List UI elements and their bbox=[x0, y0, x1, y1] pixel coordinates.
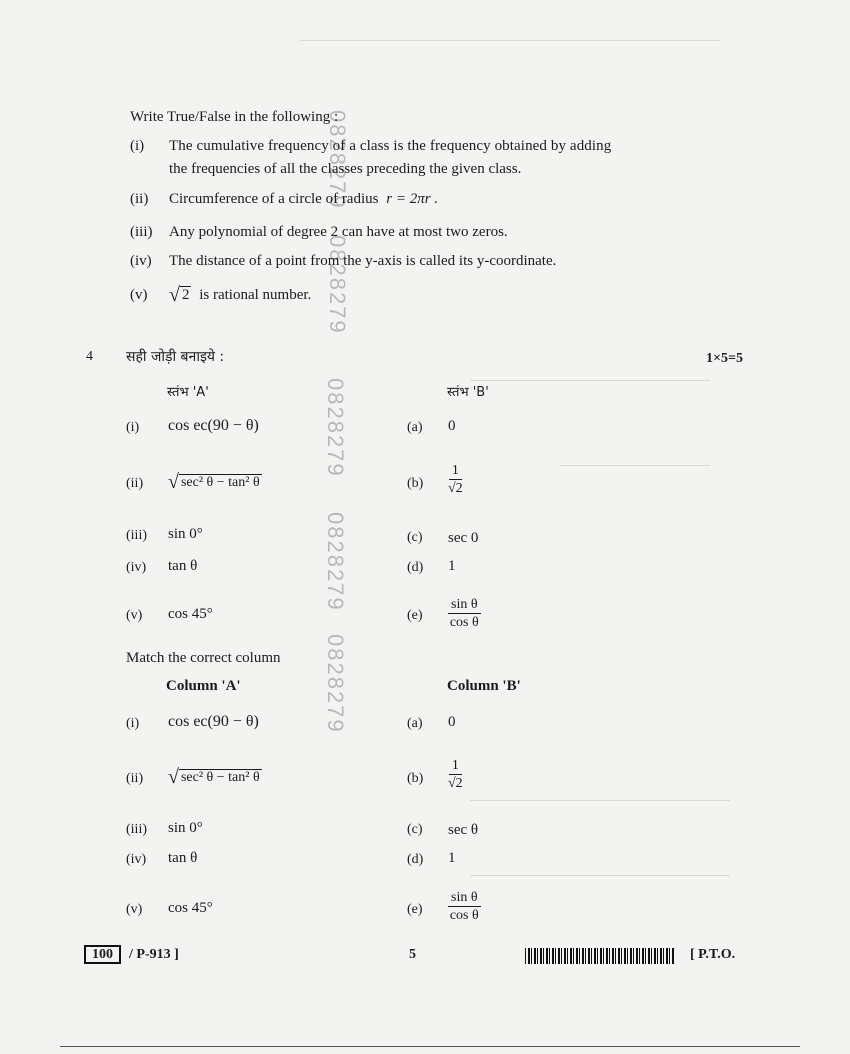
watermark-code: 0828279 bbox=[325, 235, 350, 335]
col-a-num: (i) bbox=[126, 420, 140, 435]
watermark-code: 0828279 bbox=[323, 634, 348, 734]
marks: 1×5=5 bbox=[706, 351, 743, 366]
col-b-num: (c) bbox=[407, 822, 423, 837]
q3-item-text: The cumulative frequency of a class is the frequency obtained by adding bbox=[169, 138, 612, 154]
col-b-num: (c) bbox=[407, 530, 423, 545]
col-a-num: (v) bbox=[126, 902, 143, 917]
col-b-num: (d) bbox=[407, 560, 424, 575]
col-a-expr: sin 0° bbox=[168, 526, 203, 542]
english-heading: Match the correct column bbox=[126, 650, 281, 666]
show-through bbox=[560, 465, 710, 466]
col-a-expr: tan θ bbox=[168, 850, 198, 866]
col-a-num: (ii) bbox=[126, 771, 144, 786]
question-number: 4 bbox=[86, 349, 93, 364]
barcode bbox=[525, 948, 675, 969]
show-through bbox=[470, 380, 710, 381]
col-a-num: (v) bbox=[126, 608, 143, 623]
paper-code: / P-913 ] bbox=[129, 947, 179, 962]
show-through bbox=[300, 40, 720, 41]
col-b-fraction: $\frac{1}{√2}$ bbox=[448, 463, 463, 496]
col-b-fraction: $\frac{\text{sin θ}}{\text{cos θ}}$ bbox=[449, 890, 479, 923]
col-b-num: (e) bbox=[407, 608, 423, 623]
col-a-expr: cos ec(90 − θ) bbox=[168, 417, 259, 434]
col-a-expr: cos 45° bbox=[168, 900, 213, 916]
col-a-expr: √ sec² θ − tan² θ bbox=[168, 471, 260, 493]
hindi-col-b: स्तंभ 'B' bbox=[447, 385, 489, 400]
col-a-expr: sin 0° bbox=[168, 820, 203, 836]
col-a-expr: cos 45° bbox=[168, 606, 213, 622]
q3-item-text: Any polynomial of degree 2 can have at most two zeros. bbox=[169, 224, 508, 240]
page-number: 5 bbox=[409, 947, 416, 962]
footer-left bbox=[84, 945, 179, 963]
pto-label: [ P.T.O. bbox=[690, 947, 736, 962]
col-a-num: (i) bbox=[126, 716, 140, 731]
col-b-num: (a) bbox=[407, 420, 423, 435]
col-a-num: (iv) bbox=[126, 560, 147, 575]
col-a-num: (iii) bbox=[126, 528, 147, 543]
q3-item-num: (iii) bbox=[130, 224, 153, 240]
col-b-expr: sec 0 bbox=[448, 530, 479, 546]
q3-item-text: Circumference of a circle of radius r = 2πr . bbox=[169, 191, 439, 207]
q3-item-num: (iv) bbox=[130, 253, 152, 269]
col-b-expr: 1 bbox=[448, 558, 456, 574]
hindi-heading: सही जोड़ी बनाइये : bbox=[126, 349, 225, 365]
col-b-fraction: $\frac{\text{sin θ}}{\text{cos θ}}$ bbox=[449, 597, 479, 630]
q3-item-text: √ 2 is rational number. bbox=[169, 284, 312, 306]
col-a-num: (ii) bbox=[126, 476, 144, 491]
page-count-box: 100 bbox=[84, 945, 121, 964]
col-a-expr: tan θ bbox=[168, 558, 198, 574]
col-b-expr: sec θ bbox=[448, 822, 479, 838]
q3-item-num: (ii) bbox=[130, 191, 149, 207]
col-a-expr: √ sec² θ − tan² θ bbox=[168, 766, 260, 788]
q3-item-num: (i) bbox=[130, 138, 145, 154]
q3-item-text: the frequencies of all the classes preceding the given class. bbox=[169, 161, 522, 177]
col-b-num: (a) bbox=[407, 716, 423, 731]
math-expression: r = 2πr . bbox=[386, 191, 439, 207]
col-b-expr: 0 bbox=[448, 714, 456, 730]
watermark-code: 0828279 bbox=[325, 110, 350, 210]
q3-heading: Write True/False in the following : bbox=[130, 109, 339, 125]
hindi-col-a: स्तंभ 'A' bbox=[167, 385, 209, 400]
bottom-rule bbox=[60, 1046, 800, 1047]
watermark-code: 0828279 bbox=[323, 378, 348, 478]
watermark-code: 0828279 bbox=[323, 512, 348, 612]
sqrt-expression: √ 2 bbox=[169, 284, 190, 306]
show-through bbox=[470, 875, 730, 876]
col-b-heading: Column 'B' bbox=[447, 678, 521, 694]
q3-item-text: The distance of a point from the y-axis is called its y-coordinate. bbox=[169, 253, 557, 269]
col-a-num: (iv) bbox=[126, 852, 147, 867]
col-b-expr: 0 bbox=[448, 418, 456, 434]
col-a-expr: cos ec(90 − θ) bbox=[168, 713, 259, 730]
col-b-expr: 1 bbox=[448, 850, 456, 866]
col-b-num: (d) bbox=[407, 852, 424, 867]
col-b-num: (b) bbox=[407, 771, 424, 786]
col-a-heading: Column 'A' bbox=[166, 678, 241, 694]
col-b-fraction: $\frac{1}{√2}$ bbox=[448, 758, 463, 791]
q3-item-num: (v) bbox=[130, 287, 148, 303]
show-through bbox=[470, 800, 730, 801]
col-a-num: (iii) bbox=[126, 822, 147, 837]
col-b-num: (b) bbox=[407, 476, 424, 491]
col-b-num: (e) bbox=[407, 902, 423, 917]
